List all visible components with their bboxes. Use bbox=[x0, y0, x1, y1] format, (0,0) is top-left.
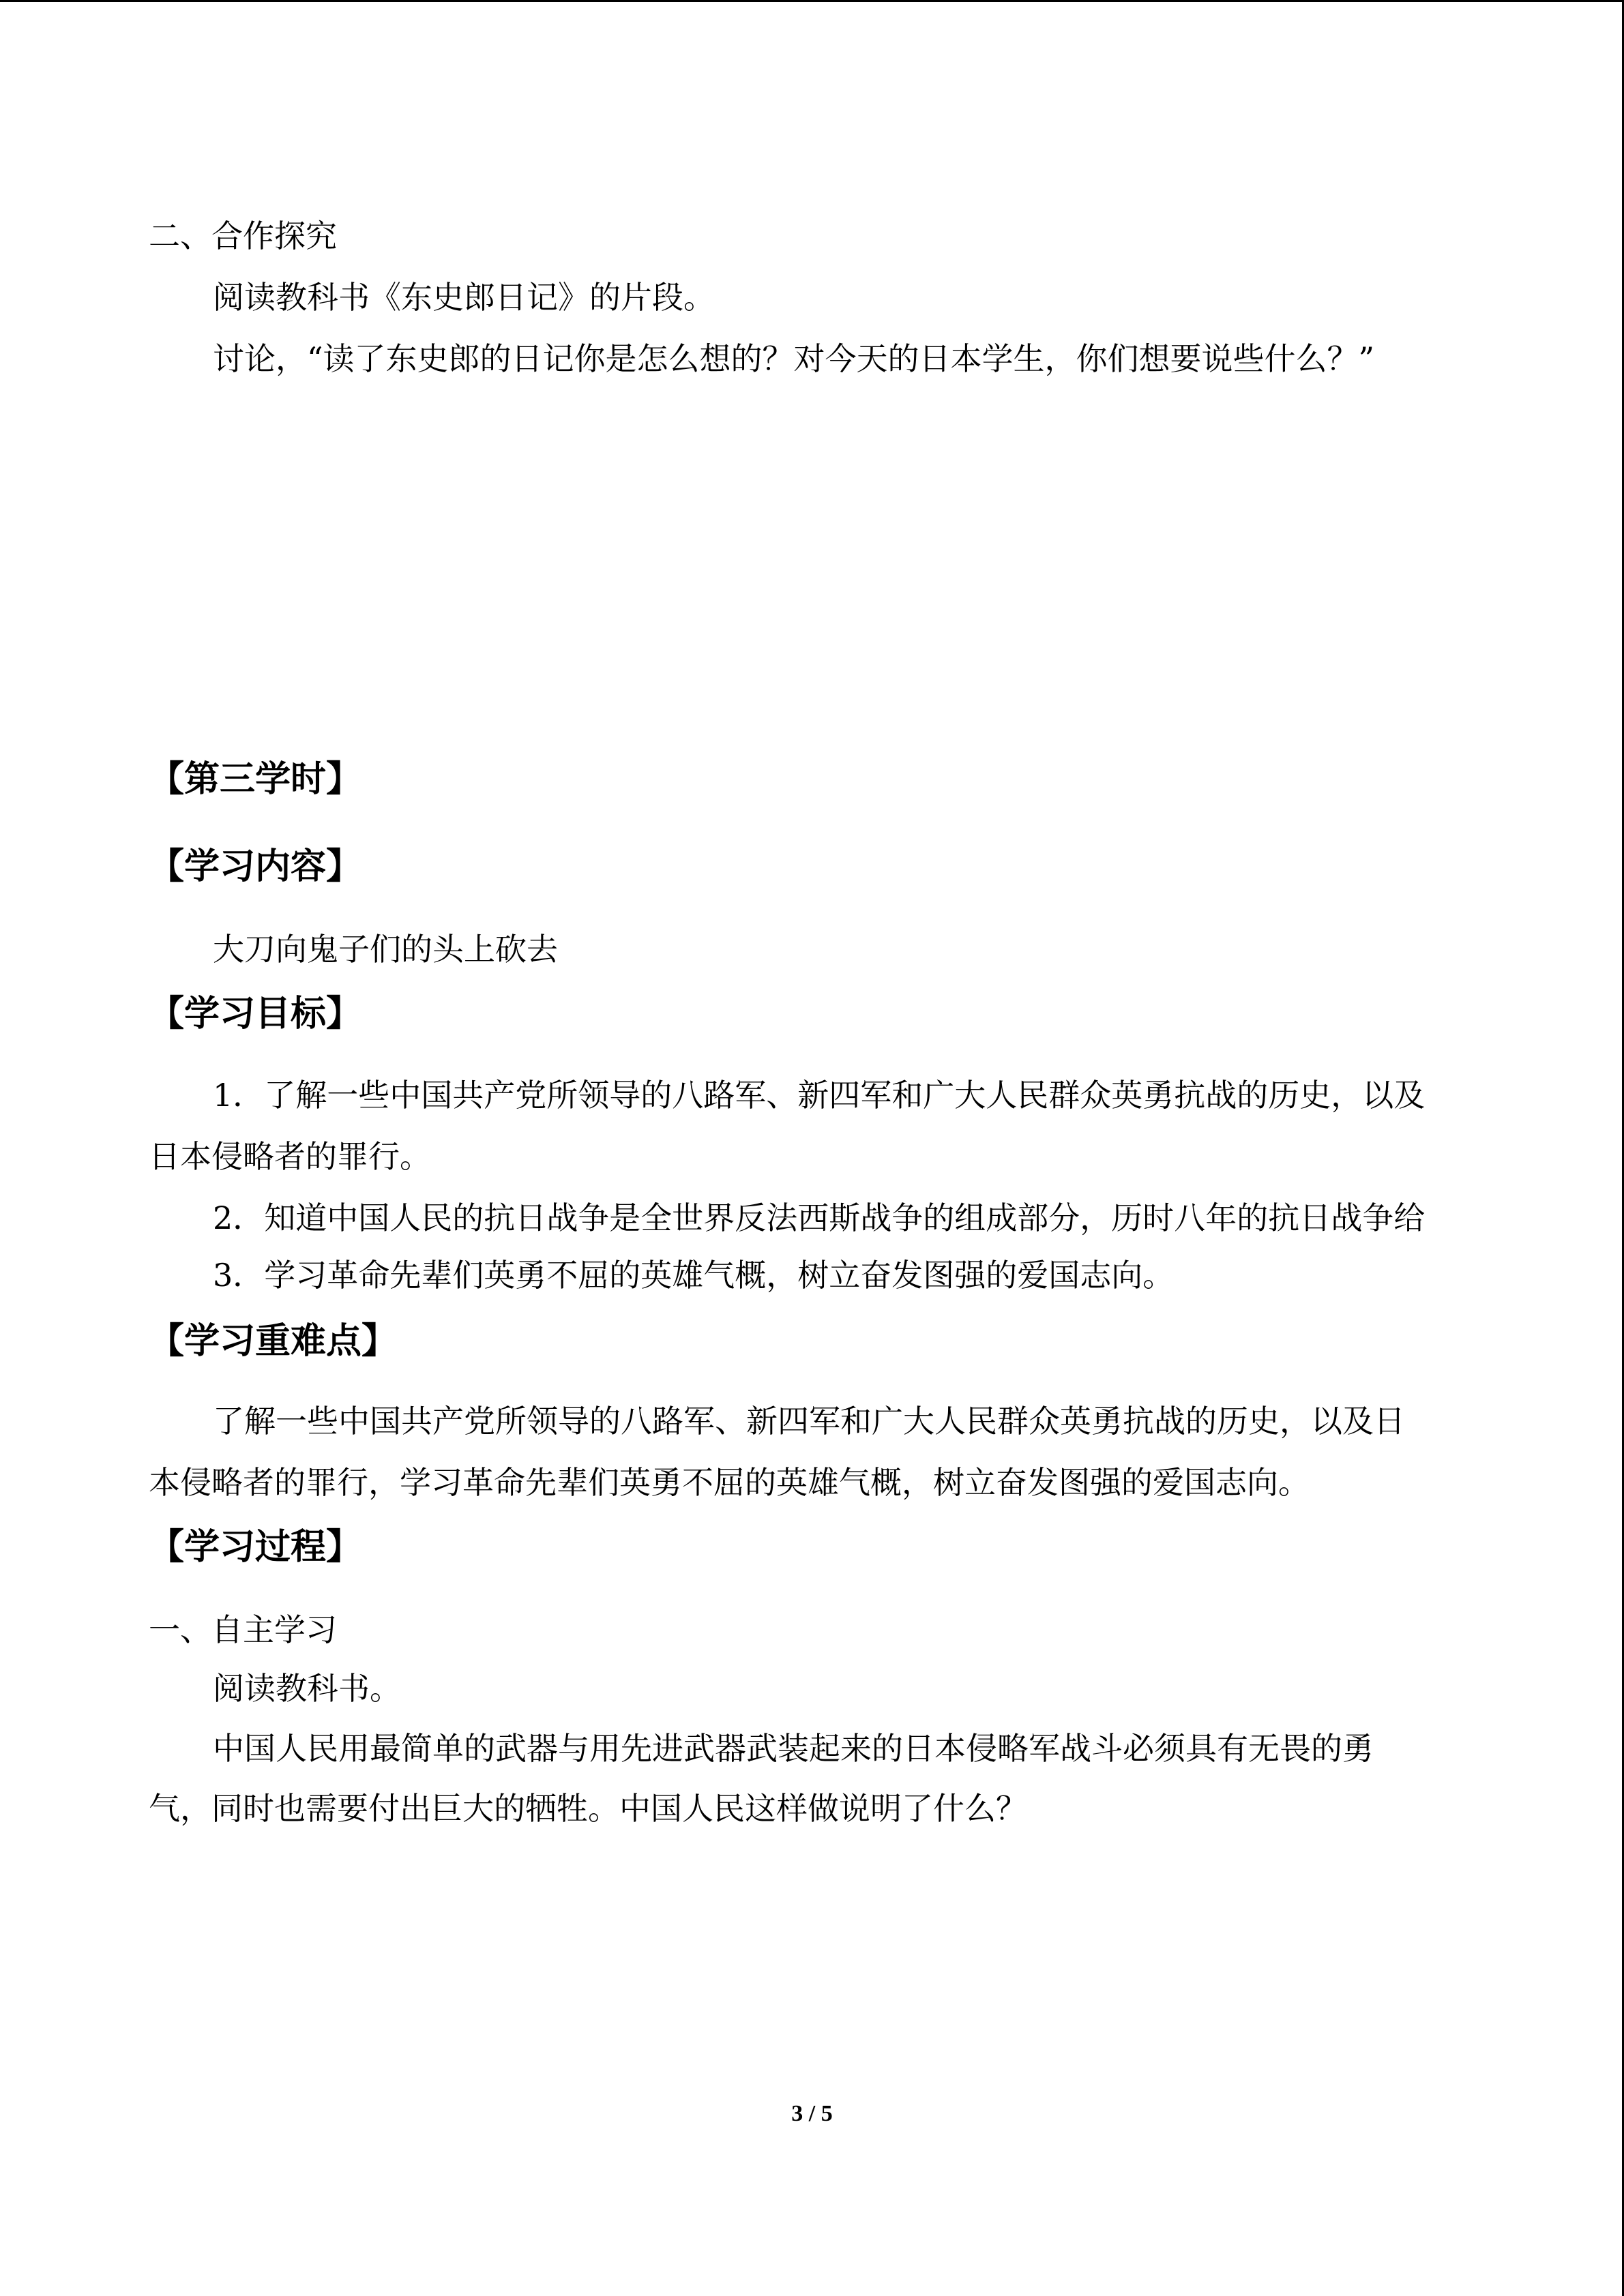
learning-process-heading: 【学习过程】 bbox=[149, 1527, 362, 1568]
goal-3: 3．学习革命先辈们英勇不屈的英雄气概，树立奋发图强的爱国志向。 bbox=[213, 1257, 1175, 1294]
learning-content-heading: 【学习内容】 bbox=[149, 846, 362, 887]
key-points-line-2: 本侵略者的罪行，学习革命先辈们英勇不屈的英雄气概，树立奋发图强的爱国志向。 bbox=[149, 1464, 1310, 1501]
key-points-heading: 【学习重难点】 bbox=[149, 1321, 398, 1362]
key-points-line-1: 了解一些中国共产党所领导的八路军、新四军和广大人民群众英勇抗战的历史，以及日 bbox=[213, 1403, 1405, 1440]
lesson-period-heading: 【第三学时】 bbox=[149, 759, 362, 800]
self-study-paragraph-2-line-2: 气，同时也需要付出巨大的牺牲。中国人民这样做说明了什么？ bbox=[149, 1790, 1027, 1827]
self-study-title: 一、自主学习 bbox=[149, 1611, 337, 1648]
self-study-paragraph-1: 阅读教科书。 bbox=[213, 1670, 401, 1707]
page-number: 3 / 5 bbox=[791, 2101, 833, 2126]
section-two-paragraph-2: 讨论，“读了东史郎的日记你是怎么想的？对今天的日本学生，你们想要说些什么？” bbox=[213, 340, 1375, 377]
self-study-paragraph-2-line-1: 中国人民用最简单的武器与用先进武器武装起来的日本侵略军战斗必须具有无畏的勇 bbox=[213, 1730, 1374, 1767]
learning-goals-heading: 【学习目标】 bbox=[149, 994, 362, 1034]
goal-1-line-2: 日本侵略者的罪行。 bbox=[149, 1138, 431, 1175]
section-two-title: 二、合作探究 bbox=[149, 218, 337, 254]
goal-2: 2．知道中国人民的抗日战争是全世界反法西斯战争的组成部分，历时八年的抗日战争给 bbox=[213, 1199, 1426, 1236]
section-two-paragraph-1: 阅读教科书《东史郎日记》的片段。 bbox=[213, 279, 715, 316]
learning-content-text: 大刀向鬼子们的头上砍去 bbox=[213, 931, 558, 968]
page-border-top bbox=[0, 0, 1624, 2]
goal-1-line-1: 1．了解一些中国共产党所领导的八路军、新四军和广大人民群众英勇抗战的历史，以及 bbox=[213, 1077, 1426, 1114]
